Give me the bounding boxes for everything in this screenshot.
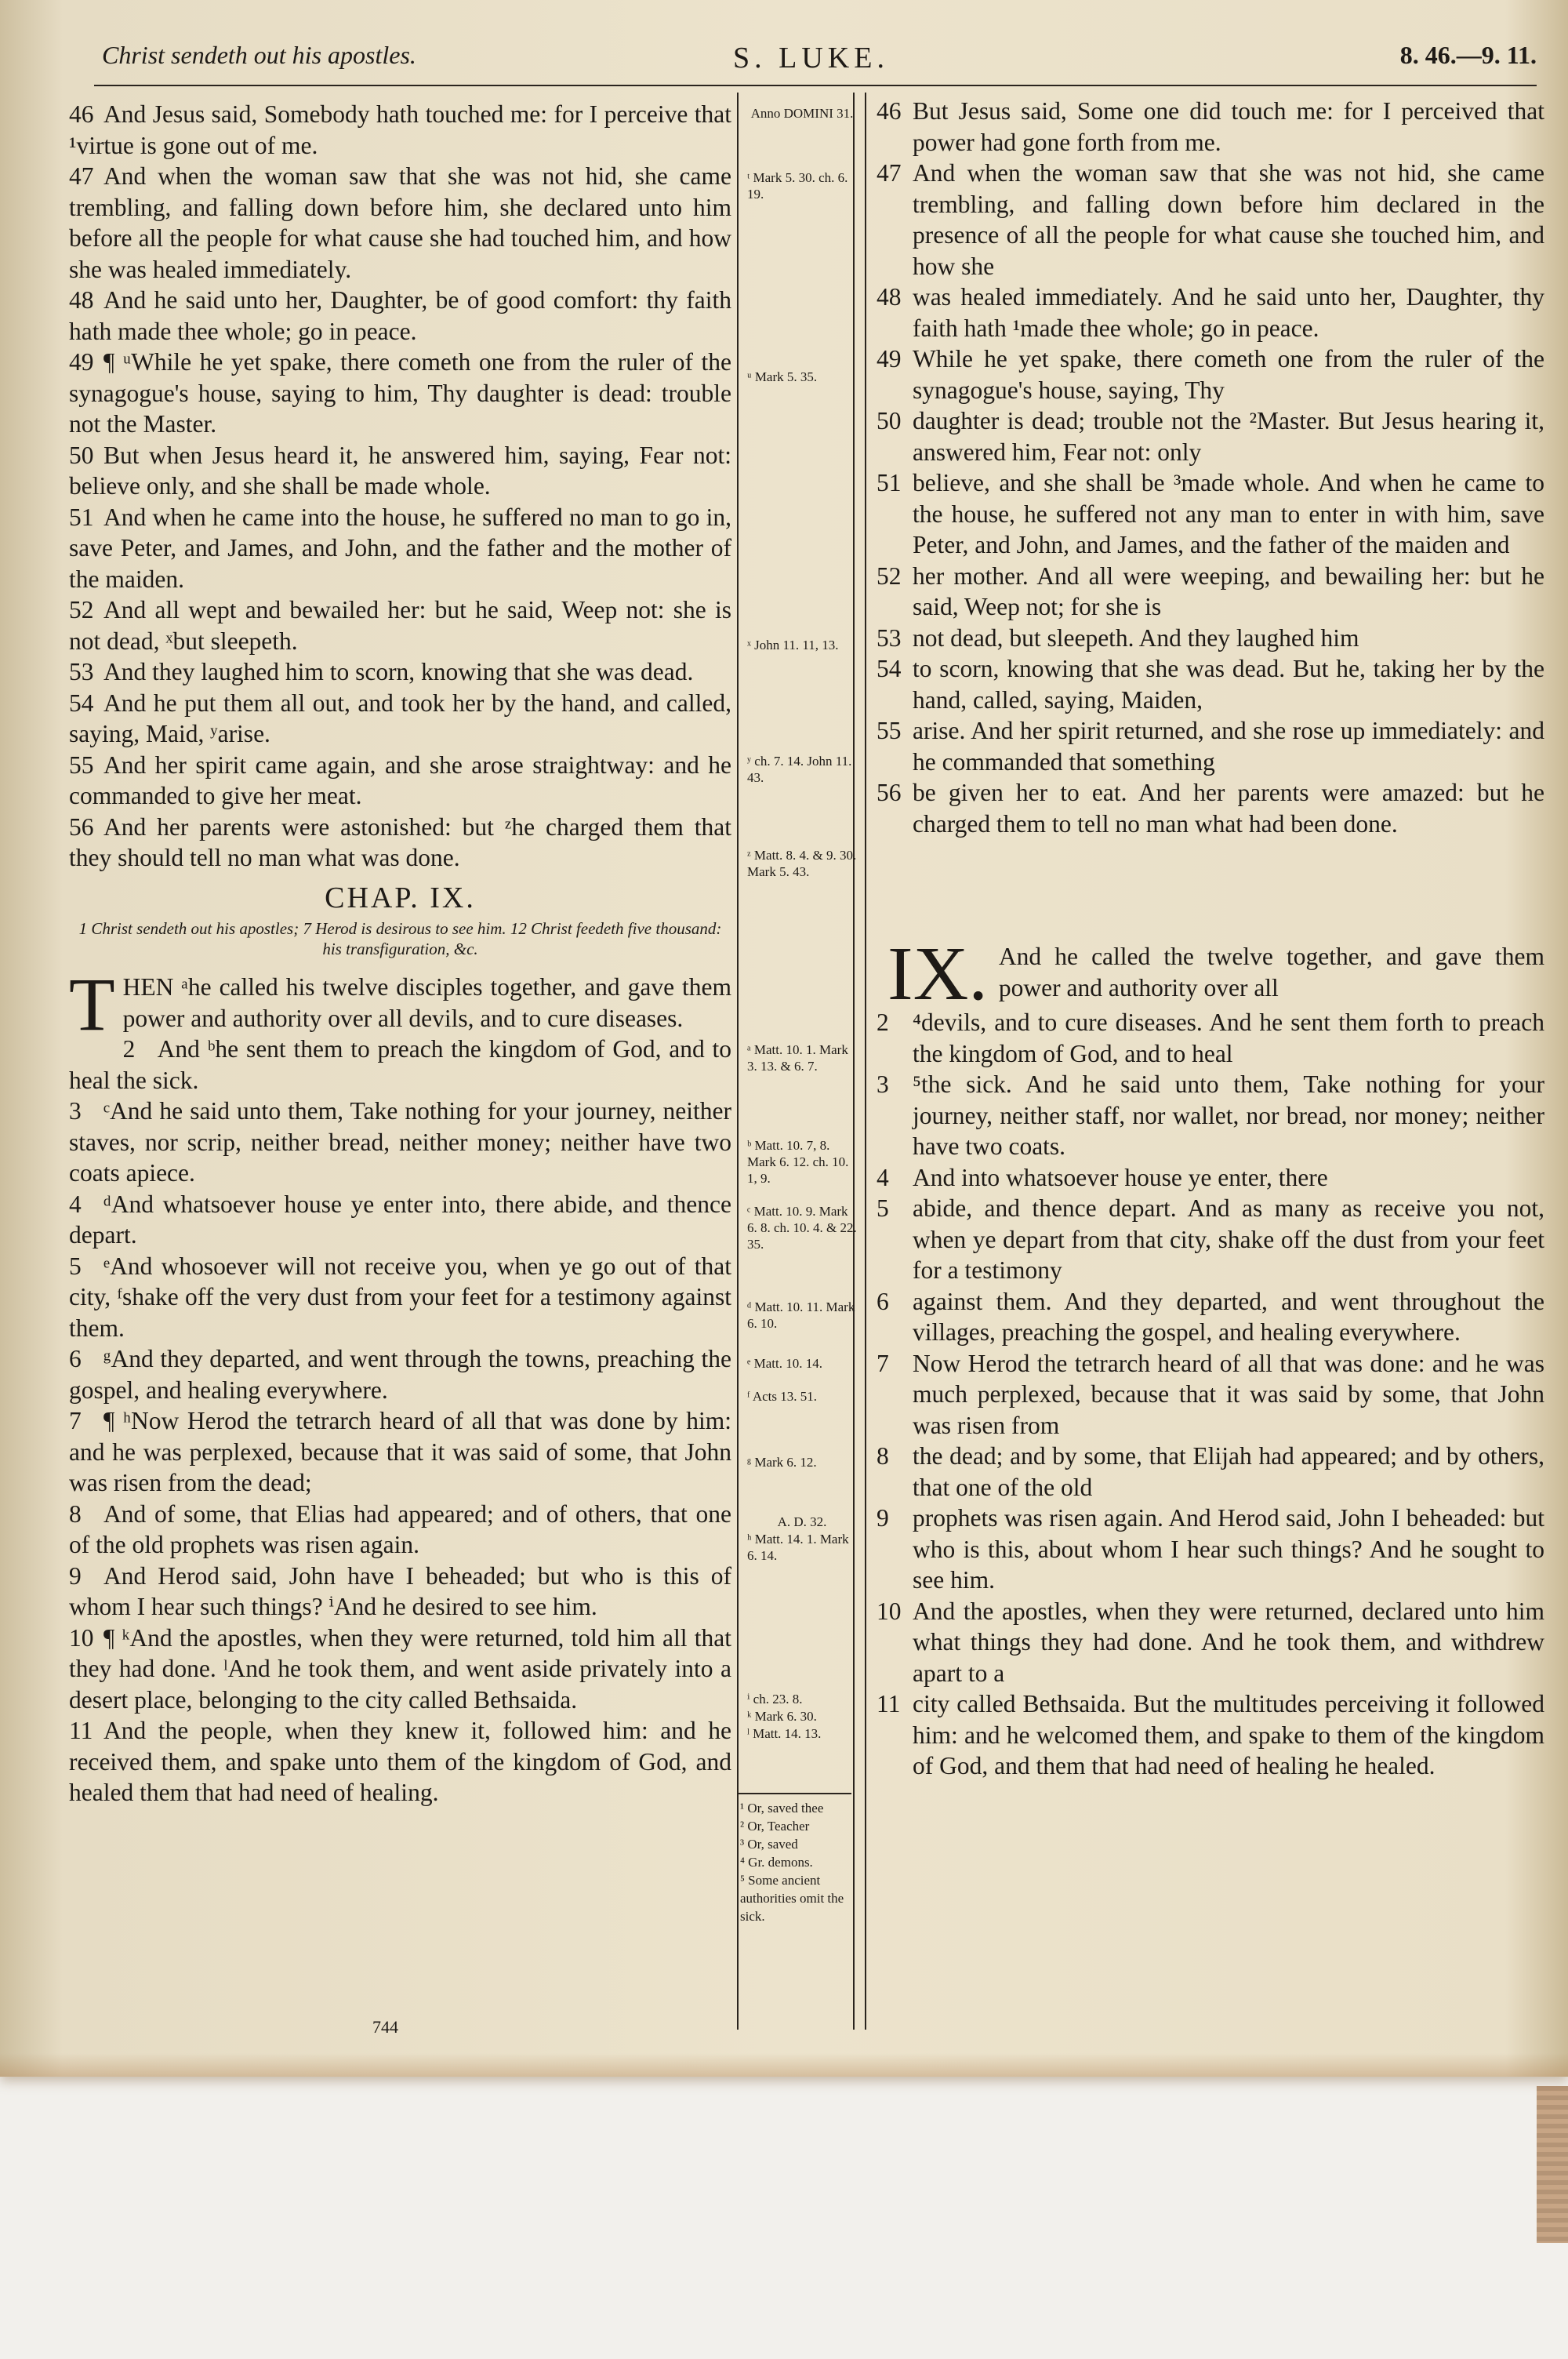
verse-number: 5	[877, 1194, 889, 1222]
verse-number: 49	[69, 348, 94, 376]
verse	[69, 1561, 731, 1623]
footnote: ² Or, Teacher	[740, 1819, 810, 1834]
verse-text: And Herod said, John have I beheaded; but who is this of whom I hear such things? ⁱAnd he desired to see him.	[69, 1561, 731, 1620]
verse-number: 2	[877, 1009, 889, 1036]
chapter-numeral: IX.	[887, 932, 988, 1016]
chapter-summary: 1 Christ sendeth out his apostles; 7 Herod is desirous to see him. 12 Christ feedeth five thousand: his transfiguration, &c.	[78, 919, 722, 958]
verse-text: And Jesus said, Somebody hath touched me: for I perceive that ¹virtue is gone out of me.	[69, 100, 731, 159]
verse	[69, 1623, 731, 1716]
margin-ref-b: ᵇ Matt. 10. 7, 8. Mark 6. 12. ch. 10. 1, 9.	[747, 1138, 849, 1186]
verse-text: And when he came into the house, he suffered no man to go in, save Peter, and James, and John, and the father and the mother of the maiden.	[69, 503, 731, 593]
verse-text: But Jesus said, Some one did touch me: for I perceived that power had gone forth from me.	[913, 97, 1544, 156]
chapter-9-verses-right	[877, 1007, 1544, 1782]
verse	[69, 502, 731, 595]
verse	[877, 1007, 1544, 1069]
verse	[877, 623, 1544, 654]
verse-text: And her parents were astonished: but ᶻhe charged them that they should tell no man what was done.	[69, 812, 731, 871]
verse	[877, 343, 1544, 405]
verse-text: And all wept and bewailed her: but he said, Weep not: she is not dead, ˣbut sleepeth.	[69, 596, 731, 655]
verse	[69, 347, 731, 440]
verse-number: 47	[877, 159, 902, 187]
verse	[877, 561, 1544, 623]
verse-number: 9	[69, 1561, 82, 1590]
verse	[877, 1441, 1544, 1503]
verse	[69, 1343, 731, 1405]
verse	[69, 161, 731, 285]
verse-text: While he yet spake, there cometh one from the ruler of the synagogue's house, saying, Thy	[913, 345, 1544, 404]
verse-text: ¶ ʰNow Herod the tetrarch heard of all that was done by him: and he was perplexed, because that it was said of some, that John was risen from the dead;	[69, 1407, 731, 1496]
verse-number: 48	[69, 286, 94, 314]
verse-text: ⁵the sick. And he said unto them, Take nothing for your journey, neither staff, nor wallet, nor bread, nor money; neither have two coats.	[913, 1070, 1544, 1160]
verse-text: And when the woman saw that she was not hid, she came trembling, and falling down before him declared in the presence of all the people for what cause she touched him, and how she	[913, 159, 1544, 280]
drop-cap: T	[69, 962, 115, 1046]
verse-number: 52	[69, 596, 94, 623]
footnote: ⁵ Some ancient authorities omit the sick.	[740, 1873, 844, 1924]
verse-text: daughter is dead; trouble not the ²Master. But Jesus hearing it, answered him, Fear not: only	[913, 407, 1544, 466]
verse	[877, 1162, 1544, 1194]
running-head-verses: 8. 46.—9. 11.	[1399, 41, 1537, 69]
anno-domini-label: Anno DOMINI 31.	[750, 106, 854, 121]
verse-number: 10	[877, 1597, 902, 1625]
verse-number: 8	[69, 1499, 82, 1528]
verse-text: ᵉAnd whosoever will not receive you, when ye go out of that city, ᶠshake off the very dust from your feet for a testimony against them.	[69, 1252, 731, 1342]
verse	[877, 1348, 1544, 1441]
anno-ad-32: A. D. 32.	[777, 1514, 827, 1529]
verse-text: And into whatsoever house ye enter, there	[913, 1163, 1328, 1191]
verse-number: 3	[69, 1097, 82, 1125]
verse	[877, 1069, 1544, 1162]
verse	[69, 1034, 731, 1096]
verse	[877, 282, 1544, 343]
verse	[877, 1596, 1544, 1689]
revised-version-column	[877, 96, 1544, 1782]
verse-number: 56	[877, 779, 902, 806]
verse-number: 53	[877, 623, 902, 652]
verse-number: 7	[877, 1349, 889, 1377]
ribbon-bookmark	[1537, 2086, 1568, 2243]
verse-number: 49	[877, 345, 902, 373]
verse-text: And he called the twelve together, and gave them power and authority over all	[998, 943, 1544, 1001]
verse-number: 50	[69, 441, 94, 469]
verse-number: 51	[69, 503, 94, 531]
verse-text: the dead; and by some, that Elijah had appeared; and by others, that one of the old	[913, 1442, 1544, 1501]
margin-ref-z: ᶻ Matt. 8. 4. & 9. 30. Mark 5. 43.	[747, 848, 857, 879]
verse-text: her mother. And all were weeping, and bewailing her: but he said, Weep not; for she is	[913, 562, 1544, 620]
verse-number: 11	[877, 1690, 901, 1717]
verse	[877, 1503, 1544, 1596]
verse-number: 53	[69, 658, 94, 685]
verse-text: arise. And her spirit returned, and she rose up immediately: and he commanded that something	[913, 717, 1544, 776]
verse	[69, 285, 731, 347]
verse-text: was healed immediately. And he said unto her, Daughter, thy faith hath ¹made thee whole; go in peace.	[913, 283, 1544, 342]
verse-number: 6	[877, 1287, 889, 1315]
chapter-9-verses-left	[69, 1034, 731, 1808]
verse-text: ¶ ᵘWhile he yet spake, there cometh one from the ruler of the synagogue's house, saying to him, Thy daughter is dead: trouble not the Master.	[69, 348, 731, 438]
verse-number: 56	[69, 812, 94, 841]
running-head-left: Christ sendeth out his apostles.	[102, 41, 416, 69]
margin-ref-d: ᵈ Matt. 10. 11. Mark 6. 10.	[747, 1299, 855, 1331]
verse-text: ᶜAnd he said unto them, Take nothing for your journey, neither staves, nor scrip, neither bread, neither money; neither have two coats apiece.	[69, 1097, 731, 1187]
verse-text: And he put them all out, and took her by the hand, and called, saying, Maid, ʸarise.	[69, 689, 731, 747]
verse-number: 50	[877, 407, 902, 434]
verse-number: 51	[877, 469, 902, 496]
chapter-gap	[877, 839, 1544, 941]
margin-ref-t: ᵗ Mark 5. 30. ch. 6. 19.	[747, 170, 848, 202]
margin-ref-c: ᶜ Matt. 10. 9. Mark 6. 8. ch. 10. 4. & 22. 35.	[747, 1204, 857, 1252]
verse	[69, 1499, 731, 1561]
verse-text: prophets was risen again. And Herod said, John I beheaded: but who is this, about whom I hear such things? And he sought to see him.	[913, 1504, 1544, 1594]
verse-9-1-left	[69, 962, 731, 1046]
verse-number: 5	[69, 1252, 82, 1280]
verse	[877, 96, 1544, 158]
revised-version-footnotes	[737, 1793, 851, 2023]
verse-text: And the apostles, when they were returned, declared unto him what things they had done. And he took them, and withdrew apart to a	[913, 1597, 1544, 1687]
verse-text: believe, and she shall be ³made whole. And when he came to the house, he suffered not any man to enter in with him, save Peter, and John, and James, and the father of the maiden and	[913, 469, 1544, 558]
verse-text: And when the woman saw that she was not hid, she came trembling, and falling down before him, she declared unto him before all the people for what cause she had touched him, and how she was healed immediately.	[69, 162, 731, 283]
verse-number: 2	[122, 1035, 136, 1063]
verse	[877, 653, 1544, 715]
verse-text: And of some, that Elias had appeared; and of others, that one of the old prophets was risen again.	[69, 1499, 731, 1558]
verse-text: ⁴devils, and to cure diseases. And he sent them forth to preach the kingdom of God, and to heal	[913, 1009, 1544, 1067]
verse-number: 6	[69, 1345, 82, 1372]
verse	[69, 812, 731, 874]
verse	[69, 750, 731, 812]
verse-text: But when Jesus heard it, he answered him, saying, Fear not: believe only, and she shall be made whole.	[69, 441, 731, 500]
verse	[877, 777, 1544, 839]
verse-text: to scorn, knowing that she was dead. But he, taking her by the hand, called, saying, Maiden,	[913, 655, 1544, 714]
margin-ref-h: ʰ Matt. 14. 1. Mark 6. 14.	[747, 1532, 849, 1563]
chapter-8-verses-left	[69, 99, 731, 874]
verse-number: 55	[69, 751, 94, 779]
verse-text: ᵍAnd they departed, and went through the towns, preaching the gospel, and healing everywhere.	[69, 1345, 731, 1404]
margin-ref-u: ᵘ Mark 5. 35.	[747, 369, 818, 384]
footnote: ⁴ Gr. demons.	[740, 1855, 813, 1870]
chapter-heading: CHAP. IX.	[325, 881, 476, 914]
verse	[69, 1405, 731, 1499]
verse	[877, 405, 1544, 467]
verse-number: 54	[69, 689, 94, 717]
verse-number: 54	[877, 655, 902, 682]
verse-text: city called Bethsaida. But the multitudes perceiving it followed him: and he welcomed them, and spake to them of the kingdom of God, and them that had need of healing he healed.	[913, 1690, 1544, 1779]
verse-text: And her spirit came again, and she arose straightway: and he commanded to give her meat.	[69, 751, 731, 809]
verse	[877, 1193, 1544, 1286]
verse	[877, 1688, 1544, 1782]
margin-ref-l: ˡ Matt. 14. 13.	[747, 1726, 822, 1741]
verse-number: 8	[877, 1442, 889, 1470]
footnote: ¹ Or, saved thee	[740, 1801, 824, 1816]
verse-text: against them. And they departed, and went throughout the villages, preaching the gospel, and healing everywhere.	[913, 1287, 1544, 1346]
verse-number: 46	[877, 97, 902, 125]
verse	[877, 715, 1544, 777]
verse-number: 7	[69, 1407, 82, 1434]
margin-ref-y: ʸ ch. 7. 14. John 11. 43.	[747, 754, 852, 785]
margin-ref-x: ˣ John 11. 11, 13.	[747, 638, 839, 652]
verse	[69, 1251, 731, 1344]
verse-number: 46	[69, 100, 94, 128]
margin-ref-g: ᵍ Mark 6. 12.	[747, 1455, 817, 1470]
verse-text: Now Herod the tetrarch heard of all that was done: and he was much perplexed, because that it was said by some, that John was risen from	[913, 1349, 1544, 1439]
verse-9-1-right	[877, 932, 1544, 1016]
verse	[69, 656, 731, 688]
verse	[69, 1189, 731, 1251]
verse	[69, 594, 731, 656]
authorized-version-column	[69, 99, 731, 1808]
margin-ref-i: ⁱ ch. 23. 8.	[747, 1692, 803, 1707]
verse-number: 9	[877, 1504, 889, 1532]
verse-text: ᵈAnd whatsoever house ye enter into, there abide, and thence depart.	[69, 1190, 731, 1249]
margin-ref-e: ᵉ Matt. 10. 14.	[747, 1356, 822, 1371]
verse-text: And he said unto her, Daughter, be of good comfort: thy faith hath made thee whole; go in peace.	[69, 286, 731, 345]
verse-number: 4	[877, 1163, 889, 1191]
verse-number: 47	[69, 162, 94, 190]
running-head-book: S. LUKE.	[733, 42, 889, 75]
verse	[877, 158, 1544, 282]
verse	[69, 1096, 731, 1189]
verse	[877, 467, 1544, 561]
verse-number: 10	[69, 1623, 94, 1652]
verse-number: 3	[877, 1070, 889, 1098]
verse	[69, 1715, 731, 1808]
verse-text: HEN ᵃhe called his twelve disciples together, and gave them power and authority over all devils, and to cure diseases.	[122, 973, 731, 1032]
verse	[69, 440, 731, 502]
verse-text: And they laughed him to scorn, knowing that she was dead.	[103, 658, 694, 685]
column-rule-left	[737, 93, 739, 2030]
verse-text: not dead, but sleepeth. And they laughed him	[913, 623, 1359, 652]
verse-number: 4	[69, 1190, 82, 1218]
verse-text: ¶ ᵏAnd the apostles, when they were returned, told him all that they had done. ˡAnd he took them, and went aside privately into a desert place, belonging to the city called Bethsaida.	[69, 1623, 731, 1714]
verse-text: And the people, when they knew it, followed him: and he received them, and spake unto them of the kingdom of God, and healed them that had need of healing.	[69, 1717, 731, 1806]
verse-number: 11	[69, 1717, 93, 1744]
page-number: 744	[372, 2017, 398, 2037]
verse-number: 48	[877, 283, 902, 311]
verse	[69, 688, 731, 750]
margin-ref-k: ᵏ Mark 6. 30.	[747, 1709, 817, 1724]
margin-ref-f: ᶠ Acts 13. 51.	[747, 1389, 818, 1404]
footnote: ³ Or, saved	[740, 1837, 798, 1852]
verse-number: 55	[877, 717, 902, 744]
verse-text: be given her to eat. And her parents were amazed: but he charged them to tell no man what had been done.	[913, 779, 1544, 838]
verse	[877, 1286, 1544, 1348]
column-rule-right	[865, 93, 866, 2030]
verse-text: abide, and thence depart. And as many as receive you not, when ye depart from that city, shake off the dust from your feet for a testimony	[913, 1194, 1544, 1284]
margin-ref-a: ᵃ Matt. 10. 1. Mark 3. 13. & 6. 7.	[747, 1042, 848, 1074]
header-rule	[94, 85, 1537, 86]
verse-text: And ᵇhe sent them to preach the kingdom of God, and to heal the sick.	[69, 1035, 731, 1094]
chapter-8-verses-right	[877, 96, 1544, 839]
verse-number: 52	[877, 562, 902, 590]
verse	[69, 99, 731, 161]
